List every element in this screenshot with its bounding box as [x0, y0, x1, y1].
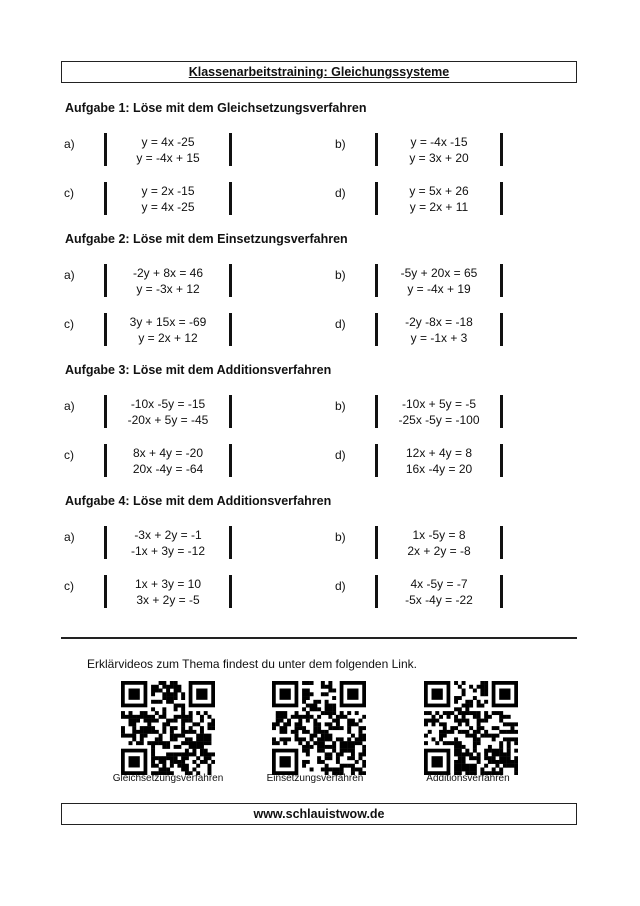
equation-line: 1x + 3y = 10: [134, 577, 202, 591]
right-bracket-bar: [500, 526, 503, 559]
equation-line: 2x + 2y = -8: [407, 544, 471, 558]
problem-label: a): [64, 530, 75, 544]
right-bracket-bar: [229, 575, 232, 608]
section-heading: Aufgabe 4: Löse mit dem Additionsverfahren: [65, 494, 332, 508]
equation-line: y = -1x + 3: [410, 331, 468, 345]
equation-system: [335, 313, 555, 353]
equation-line: 12x + 4y = 8: [405, 446, 473, 460]
equation-system: [64, 182, 284, 222]
section-heading: Aufgabe 3: Löse mit dem Additionsverfahren: [65, 363, 332, 377]
right-bracket-bar: [229, 526, 232, 559]
equation-line: y = -3x + 12: [136, 282, 200, 296]
problem-label: b): [335, 137, 346, 151]
equation-line: y = 2x + 12: [138, 331, 198, 345]
equation-line: -25x -5y = -100: [398, 413, 480, 427]
right-bracket-bar: [500, 133, 503, 166]
problem-label: c): [64, 448, 74, 462]
right-bracket-bar: [500, 444, 503, 477]
problem-label: c): [64, 317, 74, 331]
problem-label: c): [64, 579, 74, 593]
equation-line: y = -4x -15: [410, 135, 468, 149]
equation-system: [64, 264, 284, 304]
equation-system: [64, 133, 284, 173]
right-bracket-bar: [229, 264, 232, 297]
equation-line: 8x + 4y = -20: [132, 446, 204, 460]
equation-system: [335, 182, 555, 222]
equation-line: 16x -4y = 20: [405, 462, 473, 476]
equation-system: [335, 133, 555, 173]
equation-system: [335, 526, 555, 566]
equation-line: -2y + 8x = 46: [132, 266, 204, 280]
problem-label: c): [64, 186, 74, 200]
section-heading: Aufgabe 1: Löse mit dem Gleichsetzungsverfahren: [65, 101, 367, 115]
right-bracket-bar: [500, 182, 503, 215]
qr-code-label: Einsetzungsverfahren: [266, 773, 364, 784]
qr-code-icon[interactable]: [121, 681, 215, 775]
problem-label: b): [335, 268, 346, 282]
equation-line: 3x + 2y = -5: [136, 593, 200, 607]
equation-system: [335, 395, 555, 435]
equation-line: -10x + 5y = -5: [401, 397, 477, 411]
right-bracket-bar: [229, 133, 232, 166]
footer-url: www.schlauistwow.de: [253, 807, 385, 821]
problem-label: b): [335, 399, 346, 413]
equation-line: -2y -8x = -18: [405, 315, 473, 329]
equation-system: [335, 444, 555, 484]
equation-line: -20x + 5y = -45: [127, 413, 209, 427]
right-bracket-bar: [500, 264, 503, 297]
right-bracket-bar: [229, 395, 232, 428]
equation-line: -10x -5y = -15: [130, 397, 206, 411]
section-heading: Aufgabe 2: Löse mit dem Einsetzungsverfahren: [65, 232, 348, 246]
problem-label: d): [335, 579, 346, 593]
qr-code-label: Additionsverfahren: [426, 773, 510, 784]
equation-line: 3y + 15x = -69: [129, 315, 207, 329]
info-text: Erklärvideos zum Thema findest du unter dem folgenden Link.: [87, 657, 417, 671]
equation-line: y = 4x -25: [141, 200, 195, 214]
qr-code-icon[interactable]: [424, 681, 518, 775]
worksheet-title: Klassenarbeitstraining: Gleichungssysteme: [188, 65, 450, 79]
worksheet-title-box: [61, 61, 577, 83]
equation-line: 4x -5y = -7: [410, 577, 468, 591]
right-bracket-bar: [500, 575, 503, 608]
problem-label: d): [335, 186, 346, 200]
equation-line: y = 4x -25: [141, 135, 195, 149]
equation-line: 1x -5y = 8: [412, 528, 466, 542]
equation-line: y = 2x -15: [141, 184, 195, 198]
equation-line: 20x -4y = -64: [132, 462, 204, 476]
equation-line: -3x + 2y = -1: [134, 528, 202, 542]
equation-system: [64, 526, 284, 566]
equation-system: [64, 313, 284, 353]
equation-system: [64, 395, 284, 435]
right-bracket-bar: [229, 444, 232, 477]
problem-label: a): [64, 268, 75, 282]
problem-label: a): [64, 399, 75, 413]
problem-label: b): [335, 530, 346, 544]
equation-line: y = 2x + 11: [409, 200, 469, 214]
right-bracket-bar: [229, 182, 232, 215]
qr-code-icon[interactable]: [272, 681, 366, 775]
equation-system: [64, 575, 284, 615]
problem-label: d): [335, 317, 346, 331]
divider-line: [61, 637, 577, 639]
equation-line: y = -4x + 15: [136, 151, 200, 165]
equation-line: -5x -4y = -22: [405, 593, 473, 607]
right-bracket-bar: [229, 313, 232, 346]
equation-line: y = 5x + 26: [409, 184, 469, 198]
equation-system: [335, 264, 555, 304]
problem-label: d): [335, 448, 346, 462]
equation-line: y = -4x + 19: [407, 282, 471, 296]
right-bracket-bar: [500, 313, 503, 346]
equation-line: -1x + 3y = -12: [130, 544, 206, 558]
equation-system: [64, 444, 284, 484]
footer-box: [61, 803, 577, 825]
equation-line: -5y + 20x = 65: [400, 266, 478, 280]
qr-code-label: Gleichsetzungsverfahren: [112, 773, 224, 784]
equation-line: y = 3x + 20: [409, 151, 469, 165]
right-bracket-bar: [500, 395, 503, 428]
problem-label: a): [64, 137, 75, 151]
equation-system: [335, 575, 555, 615]
